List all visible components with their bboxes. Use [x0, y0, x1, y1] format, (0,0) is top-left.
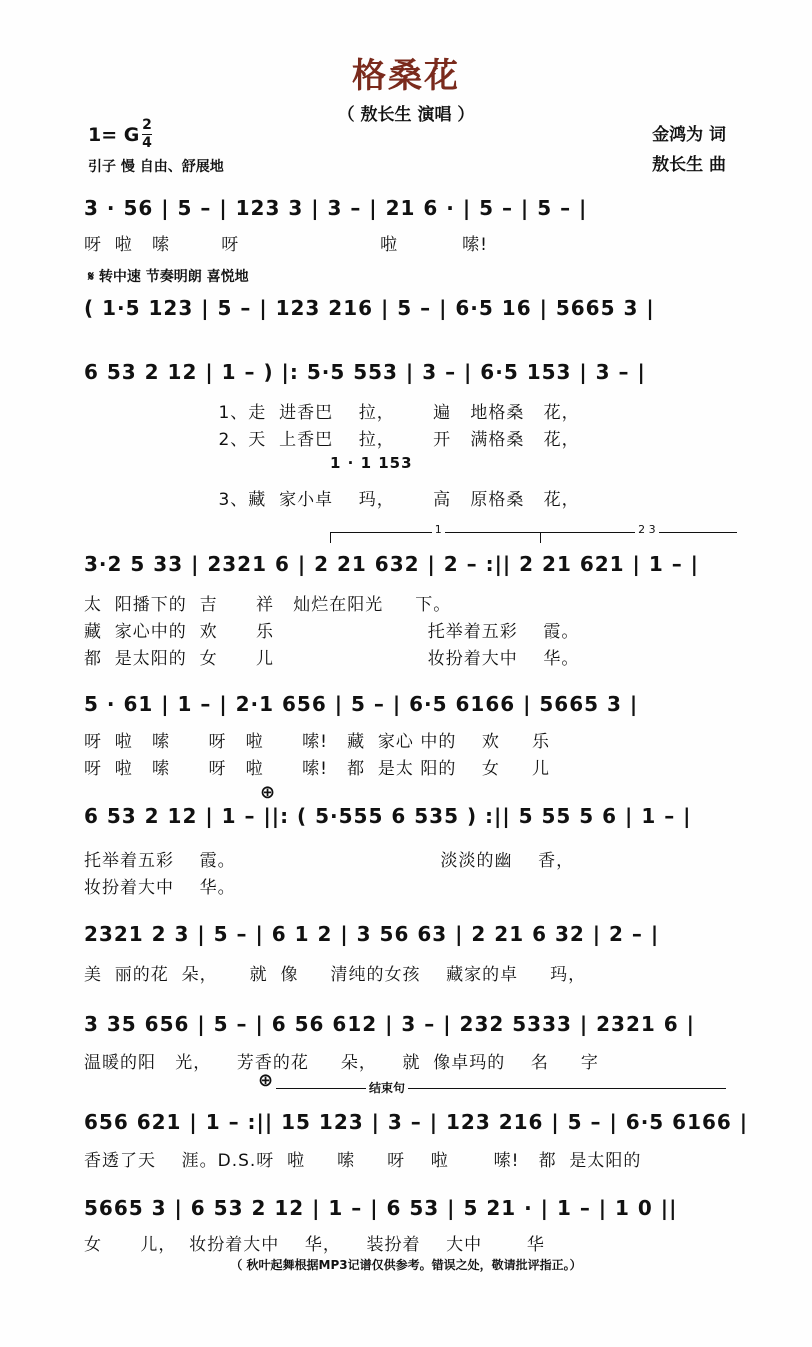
notation-row-6: 6 53 2 12 | 1 – ||: ( 5·555 6 535 ) :|| 5 55 5 6 | 1 – |: [84, 804, 692, 828]
coda-symbol-icon: ⊕: [260, 782, 276, 803]
notation-row-3: 6 53 2 12 | 1 – ) |: 5·5 553 | 3 – | 6·5 153 | 3 – |: [84, 360, 646, 384]
time-signature: [142, 118, 152, 151]
first-ending-label: 1: [432, 523, 445, 536]
alt-notation-verse-3: 1 · 1 153: [330, 454, 413, 472]
notation-row-4: 3·2 5 33 | 2321 6 | 2 21 632 | 2 – :|| 2 21 621 | 1 – |: [84, 552, 699, 576]
performer-subtitle: （ 敖长生 演唱 ）: [337, 105, 475, 125]
lyric-row-10: 女 儿， 妆扮着大中 华， 装扮着 大中 华: [84, 1235, 545, 1255]
notation-row-8: 3 35 656 | 5 – | 6 56 612 | 3 – | 232 5333 | 2321 6 |: [84, 1012, 695, 1036]
lyric-row-4-verse-2: 藏 家心中的 欢 乐 托举着五彩 霞。: [84, 622, 580, 642]
coda-symbol-icon-2: ⊕: [258, 1070, 274, 1091]
lyric-row-1: 呀 啦 嗦 呀 啦 嗦!: [84, 235, 488, 255]
notation-row-7: 2321 2 3 | 5 – | 6 1 2 | 3 56 63 | 2 21 6 32 | 2 – |: [84, 922, 660, 946]
lyric-row-5-verse-2: 呀 啦 嗦 呀 啦 嗦! 都 是太 阳的 女 儿: [84, 759, 550, 779]
notation-row-2: ( 1·5 123 | 5 – | 123 216 | 5 – | 6·5 16 | 5665 3 |: [84, 296, 655, 320]
intro-tempo-label: 引子 慢 自由、舒展地: [88, 159, 224, 175]
lyric-row-3-verse-1: 1、走 进香巴 拉， 遍 地格桑 花，: [84, 403, 580, 423]
second-ending-bracket: [540, 523, 737, 543]
lyric-row-6-verse-1: 托举着五彩 霞。 淡淡的幽 香，: [84, 851, 575, 871]
lyric-row-3-verse-3: 3、藏 家小卓 玛， 高 原格桑 花，: [84, 490, 580, 510]
lyric-row-8: 温暖的阳 光， 芳香的花 朵， 就 像卓玛的 名 字: [84, 1053, 599, 1073]
transcription-footer-note: （ 秋叶起舞根据MP3记谱仅供参考。错误之处，敬请批评指正。）: [230, 1258, 582, 1272]
section-tempo-label: 𝄋 转中速 节奏明朗 喜悦地: [88, 269, 249, 285]
notation-row-9: 656 621 | 1 – :|| 15 123 | 3 – | 123 216 | 5 – | 6·5 6166 |: [84, 1110, 749, 1134]
notation-row-10: 5665 3 | 6 53 2 12 | 1 – | 6 53 | 5 21 · | 1 – | 1 0 ||: [84, 1196, 678, 1220]
notation-row-5: 5 · 61 | 1 – | 2·1 656 | 5 – | 6·5 6166 | 5665 3 |: [84, 692, 639, 716]
lyric-row-6-verse-2: 妆扮着大中 华。: [84, 878, 236, 898]
lyric-row-3-verse-2: 2、天 上香巴 拉， 开 满格桑 花，: [84, 430, 580, 450]
notation-row-1: 3 · 56 | 5 – | 123 3 | 3 – | 21 6 · | 5 – | 5 – |: [84, 196, 588, 220]
coda-ending-label: 结束句: [366, 1079, 408, 1096]
lyric-row-9: 香透了天 涯。D.S.呀 啦 嗦 呀 啦 嗦! 都 是太阳的: [84, 1151, 642, 1171]
lyricist-credit: 金鸿为 词: [652, 125, 726, 145]
lyric-row-5-verse-1: 呀 啦 嗦 呀 啦 嗦! 藏 家心 中的 欢 乐: [84, 732, 550, 752]
meter-top: 2: [142, 117, 152, 133]
lyric-row-7: 美 丽的花 朵， 就 像 清纯的女孩 藏家的卓 玛，: [84, 965, 587, 985]
song-title: 格桑花: [352, 56, 460, 96]
lyric-row-4-verse-1: 太 阳播下的 吉 祥 灿烂在阳光 下。: [84, 595, 452, 615]
meter-bottom: 4: [142, 135, 152, 151]
second-ending-label: 2 3: [635, 523, 659, 536]
lyric-row-4-verse-3: 都 是太阳的 女 儿 妆扮着大中 华。: [84, 649, 580, 669]
coda-ending-line: [276, 1081, 726, 1095]
key-signature: 1= G: [88, 124, 140, 146]
first-ending-bracket: [330, 523, 541, 543]
composer-credit: 敖长生 曲: [652, 155, 726, 175]
